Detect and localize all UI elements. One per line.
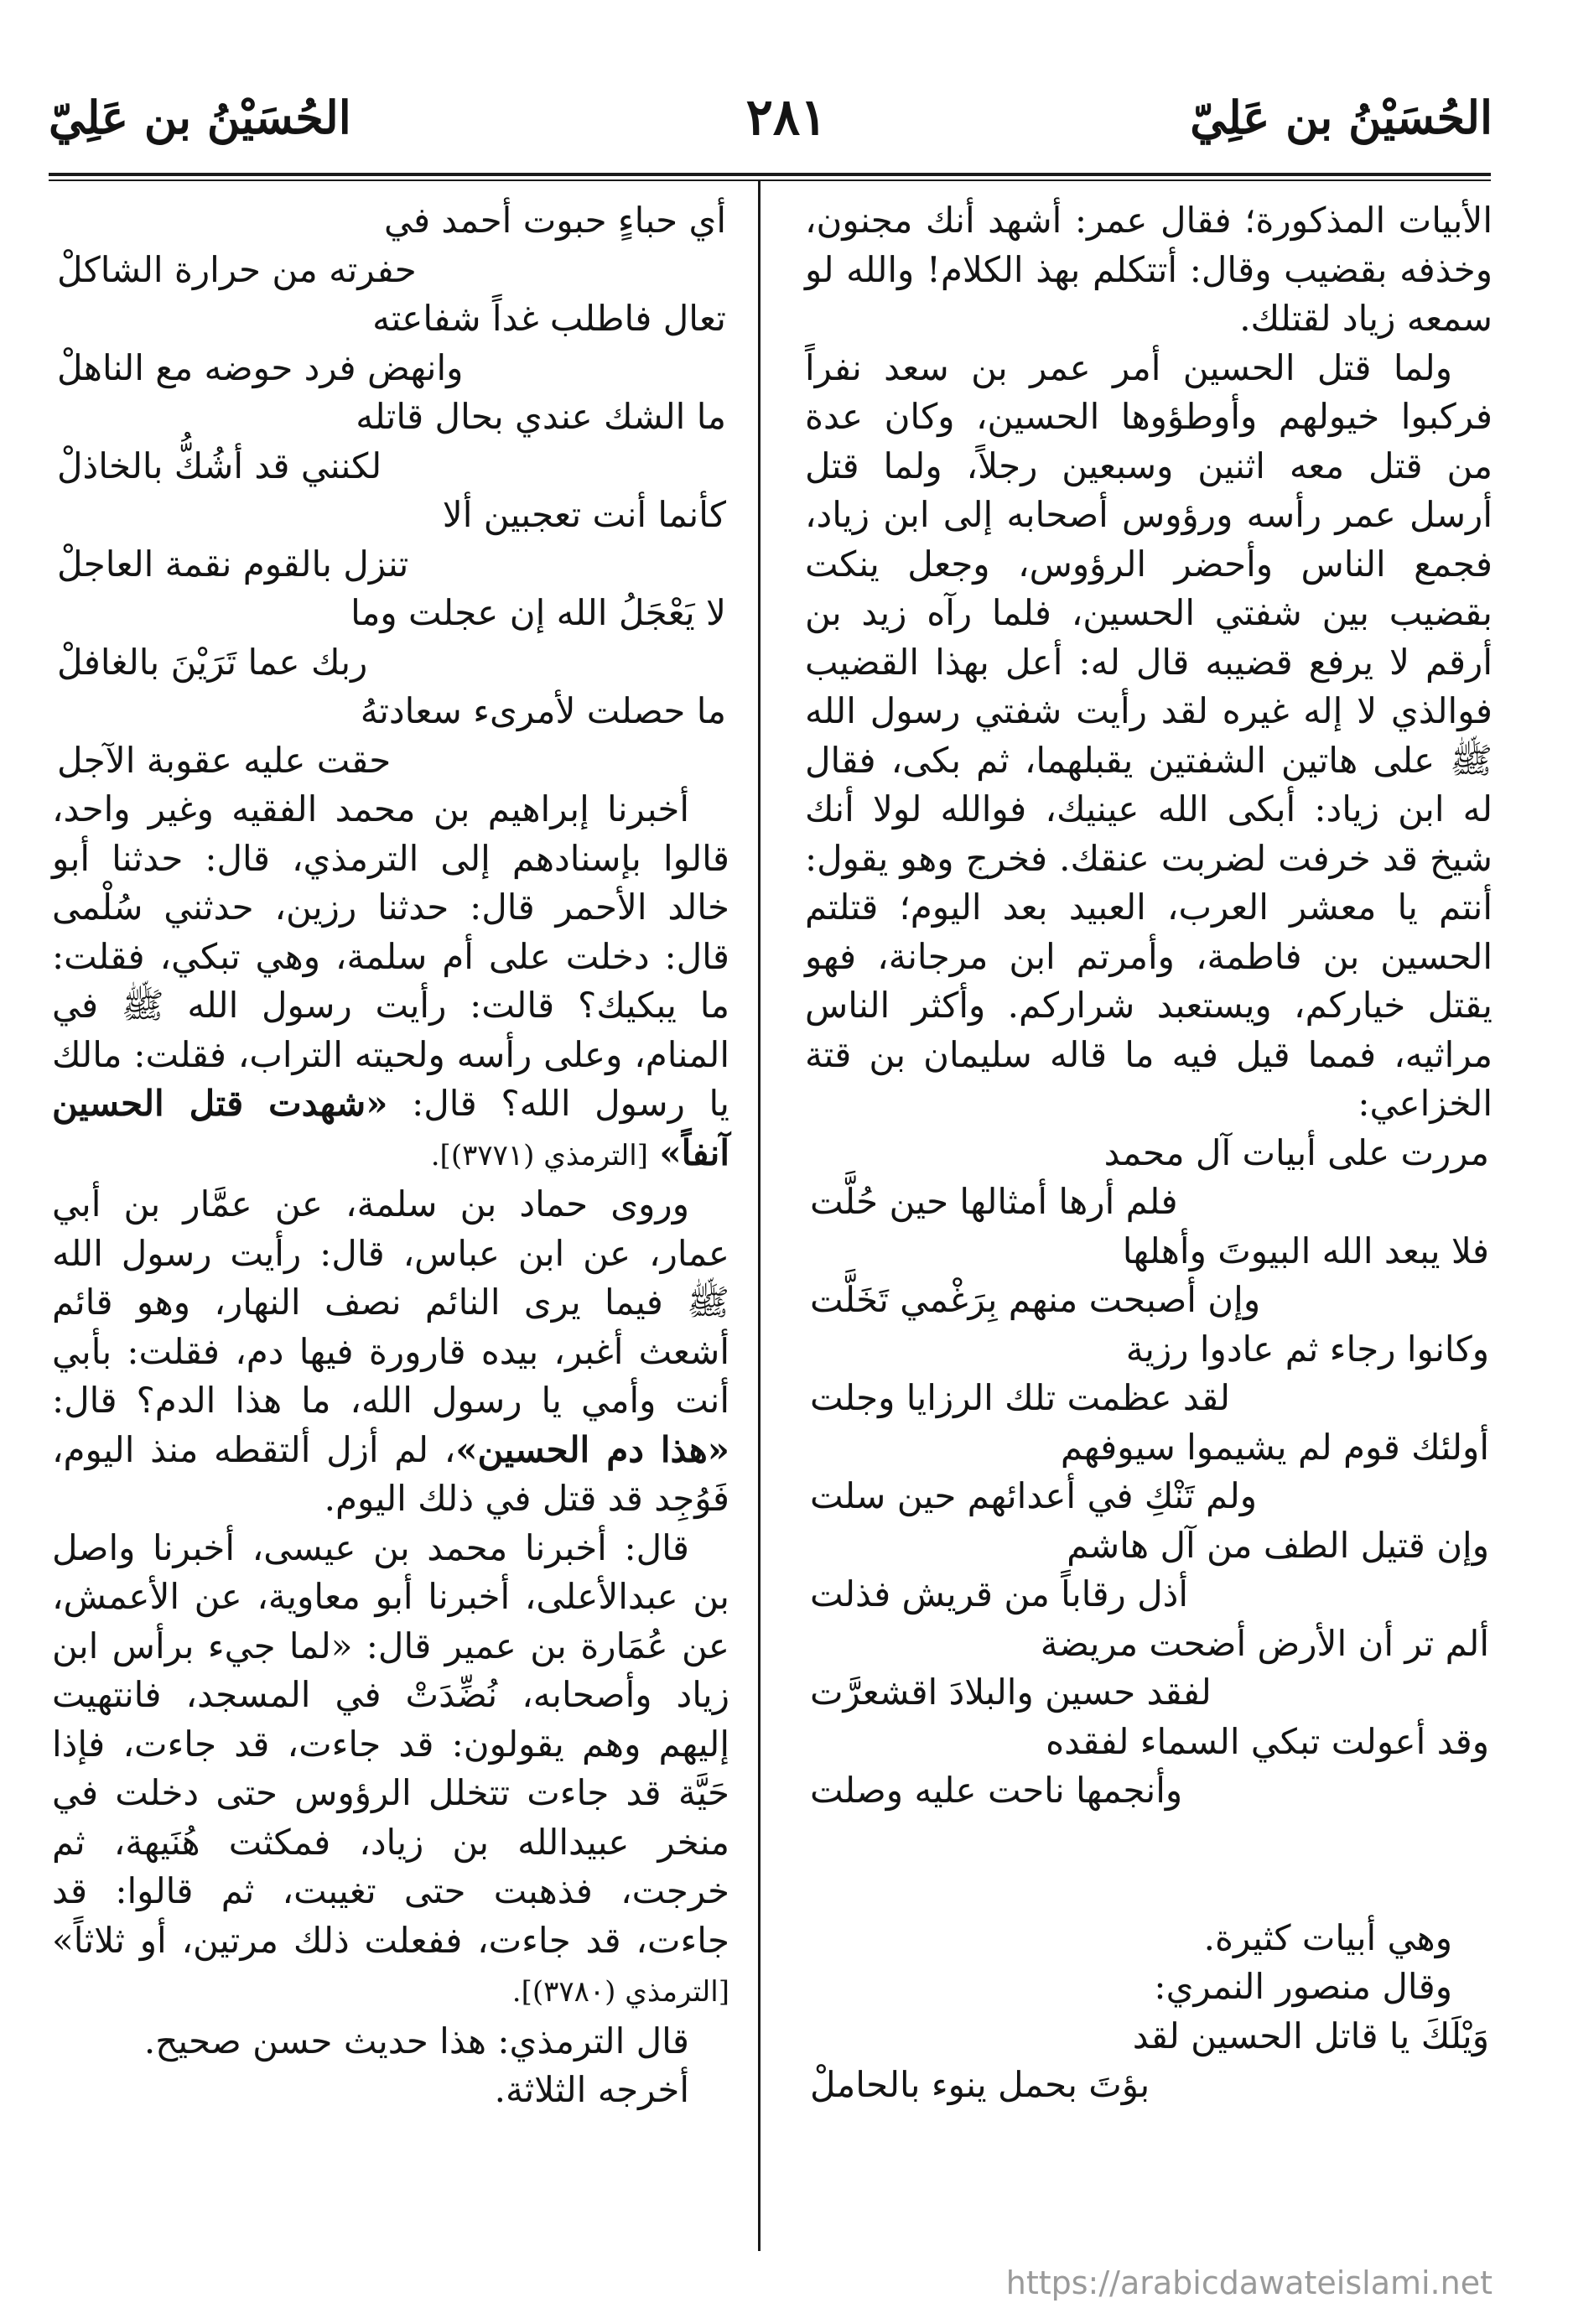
- verse-line: ولم تَنْكِ في أعدائهم حين سلت: [810, 1475, 1258, 1516]
- running-header-left: الحُسَيْنُ بن عَلِيّ: [49, 91, 351, 144]
- right-column: [805, 196, 1493, 2110]
- header-rule: [49, 173, 1491, 176]
- page-number: ٢٨١: [745, 88, 828, 147]
- verse-line: وإن أصبحت منهم بِرَغْمي تَخَلَّت: [810, 1279, 1261, 1320]
- hadith-quote: «شهدت قتل الحسين آنفاً»: [52, 1083, 729, 1173]
- paragraph-text: قال: أخبرنا محمد بن عيسى، أخبرنا واصل بن عبدالأعلى، أخبرنا أبو معاوية، عن الأعمش، عن عُمَارة بن عمير قال: «لما جيء برأس ابن زياد وأصحابه، نُضِّدَتْ في المسجد، فانتهيت إليهم وهم يقولون: قد جاءت، قد جاءت، فإذا حَيَّة قد جاءت تتخلل الرؤوس حتى دخلت في منخر عبيدالله بن زياد، فمكثت هُنَيهة، ثم خرجت، فذهبت حتى تغيبت، ثم قالوا: قد جاءت، قد جاءت، ففعلت ذلك مرتين، أو ثلاثاً»: [52, 1526, 729, 1961]
- paragraph: وهي أبيات كثيرة.: [1203, 1916, 1452, 1958]
- watermark-url: https://arabicdawateislami.net: [1005, 2264, 1493, 2301]
- poem: [52, 196, 729, 785]
- running-header-right: الحُسَيْنُ بن عَلِيّ: [1190, 91, 1493, 144]
- paragraph-text: وروى حماد بن سلمة، عن عمَّار بن أبي عمار، عن ابن عباس، قال: رأيت رسول الله ﷺ فيما يرى النائم نصف النهار، وهو قائم أشعث أغبر، بيده قارورة فيها دم، فقلت: بأبي أنت وأمي يا رسول الله، ما هذا الدم؟ قال:: [52, 1183, 729, 1421]
- verse-line: لقد عظمت تلك الرزايا وجلت: [810, 1377, 1230, 1418]
- verse-line: بؤتَ بحمل ينوء بالحاملْ: [810, 2064, 1150, 2105]
- verse-line: حفرته من حرارة الشاكلْ: [57, 248, 417, 290]
- header-rule-thin: [49, 179, 1491, 181]
- paragraph: الأبيات المذكورة؛ فقال عمر: أشهد أنك مجنون، وخذفه بقضيب وقال: أتتكلم بهذ الكلام! والله لو سمعه زياد لقتلك.: [805, 200, 1493, 339]
- paragraph: ولما قتل الحسين أمر عمر بن سعد نفراً فركبوا خيولهم وأوطؤوها الحسين، وكان عدة من قتل معه اثنين وسبعين رجلاً، ولما قتل أرسل عمر رأسه ورؤوس أصحابه إلى ابن زياد، فجمع الناس وأحضر الرؤوس، وجعل ينكت بقضيب بين شفتي الحسين، فلما رآه زيد بن أرقم لا يرفع قضيبه قال له: أعل بهذا القضيب فوالذي لا إله غيره لقد رأيت شفتي رسول الله ﷺ على هاتين الشفتين يقبلهما، ثم بكى، فقال له ابن زياد: أبكى الله عينيك، فوالله لولا أنك شيخ قد خرفت لضربت عنقك. فخرج وهو يقول: أنتم يا معشر العرب، العبيد بعد اليوم؛ قتلتم الحسين بن فاطمة، وأمرتم ابن مرجانة، فهو يقتل خياركم، ويستعبد شراركم. وأكثر الناس مراثيه، فمما قيل فيه ما قاله سليمان بن قتة الخزاعي:: [805, 346, 1493, 1124]
- hadith-quote: «هذا دم الحسين»: [455, 1428, 729, 1470]
- verse-line: أولئك قوم لم يشيموا سيوفهم: [1060, 1426, 1489, 1468]
- verse-line: فلا يبعد الله البيوتَ وأهلها: [1122, 1230, 1489, 1271]
- verse-line: ربك عما تَرَيْنَ بالغافلْ: [57, 641, 368, 683]
- verse-line: فلم أرها أمثالها حين حُلَّت: [810, 1181, 1178, 1222]
- verse-line: حقت عليه عقوبة الآجل: [57, 739, 392, 781]
- verse-line: وَيْلَكَ يا قاتل الحسين لقد: [1132, 2015, 1489, 2056]
- citation: [الترمذي (٣٧٧١)].: [430, 1138, 648, 1172]
- verse-line: وقد أعولت تبكي السماء لفقده: [1046, 1720, 1489, 1762]
- poem: [805, 2012, 1493, 2110]
- paragraph: [52, 785, 729, 1180]
- verse-line: تعال فاطلب غداً شفاعته: [372, 298, 726, 339]
- verse-line: لفقد حسين والبلادَ اقشعرَّت: [810, 1672, 1212, 1713]
- verse-line: مررت على أبيات آل محمد: [1103, 1131, 1489, 1173]
- column-separator: [758, 179, 761, 2251]
- verse-line: لكنني قد أشُكُّ بالخاذلْ: [57, 445, 382, 486]
- verse-line: لا يَعْجَلُ الله إن عجلت وما: [350, 592, 726, 633]
- paragraph: وقال منصور النمري:: [1154, 1966, 1452, 2007]
- paragraph-text: أخبرنا إبراهيم بن محمد الفقيه وغير واحد، قالوا بإسنادهم إلى الترمذي، قال: حدثنا أبو خالد الأحمر قال: حدثنا رزين، حدثني سُلْمى قال: دخلت على أم سلمة، وهي تبكي، فقلت: ما يبكيك؟ قالت: رأيت رسول الله ﷺ في المنام، وعلى رأسه ولحيته التراب، فقلت: مالك يا رسول الله؟ قال:: [52, 788, 729, 1124]
- verse-line: ما حصلت لأمرىء سعادتهُ: [360, 690, 726, 731]
- paragraph: [52, 1524, 729, 2017]
- verse-line: وانهض فرد حوضه مع الناهلْ: [57, 346, 464, 388]
- verse-line: ما الشك عندي بحال قاتله: [356, 396, 726, 437]
- verse-line: وأنجمها ناحت عليه وصلت: [810, 1770, 1183, 1811]
- paragraph: [52, 1180, 729, 1524]
- verse-line: كأنما أنت تعجبين ألا: [442, 494, 726, 535]
- verse-line: أذل رقاباً من قريش فذلت: [810, 1573, 1189, 1614]
- verse-line: وكانوا رجاء ثم عادوا رزية: [1125, 1328, 1489, 1370]
- citation: [الترمذي (٣٧٨٠)].: [511, 1975, 729, 2009]
- verse-line: أي حباءٍ حبوت أحمد في: [383, 200, 726, 241]
- paragraph: أخرجه الثلاثة.: [494, 2069, 689, 2110]
- paragraph-text: ، لم أزل ألتقطه منذ اليوم، فَوُجِد قد قتل في ذلك اليوم.: [52, 1428, 729, 1519]
- verse-line: ألم تر أن الأرض أضحت مريضة: [1040, 1622, 1489, 1664]
- paragraph: قال الترمذي: هذا حديث حسن صحيح.: [143, 2020, 689, 2061]
- verse-line: وإن قتيل الطف من آل هاشم: [1067, 1524, 1489, 1566]
- poem: [805, 1129, 1493, 1816]
- spacer: [805, 1816, 1493, 1914]
- verse-line: تنزل بالقوم نقمة العاجلْ: [57, 543, 409, 585]
- left-column: [52, 196, 729, 2115]
